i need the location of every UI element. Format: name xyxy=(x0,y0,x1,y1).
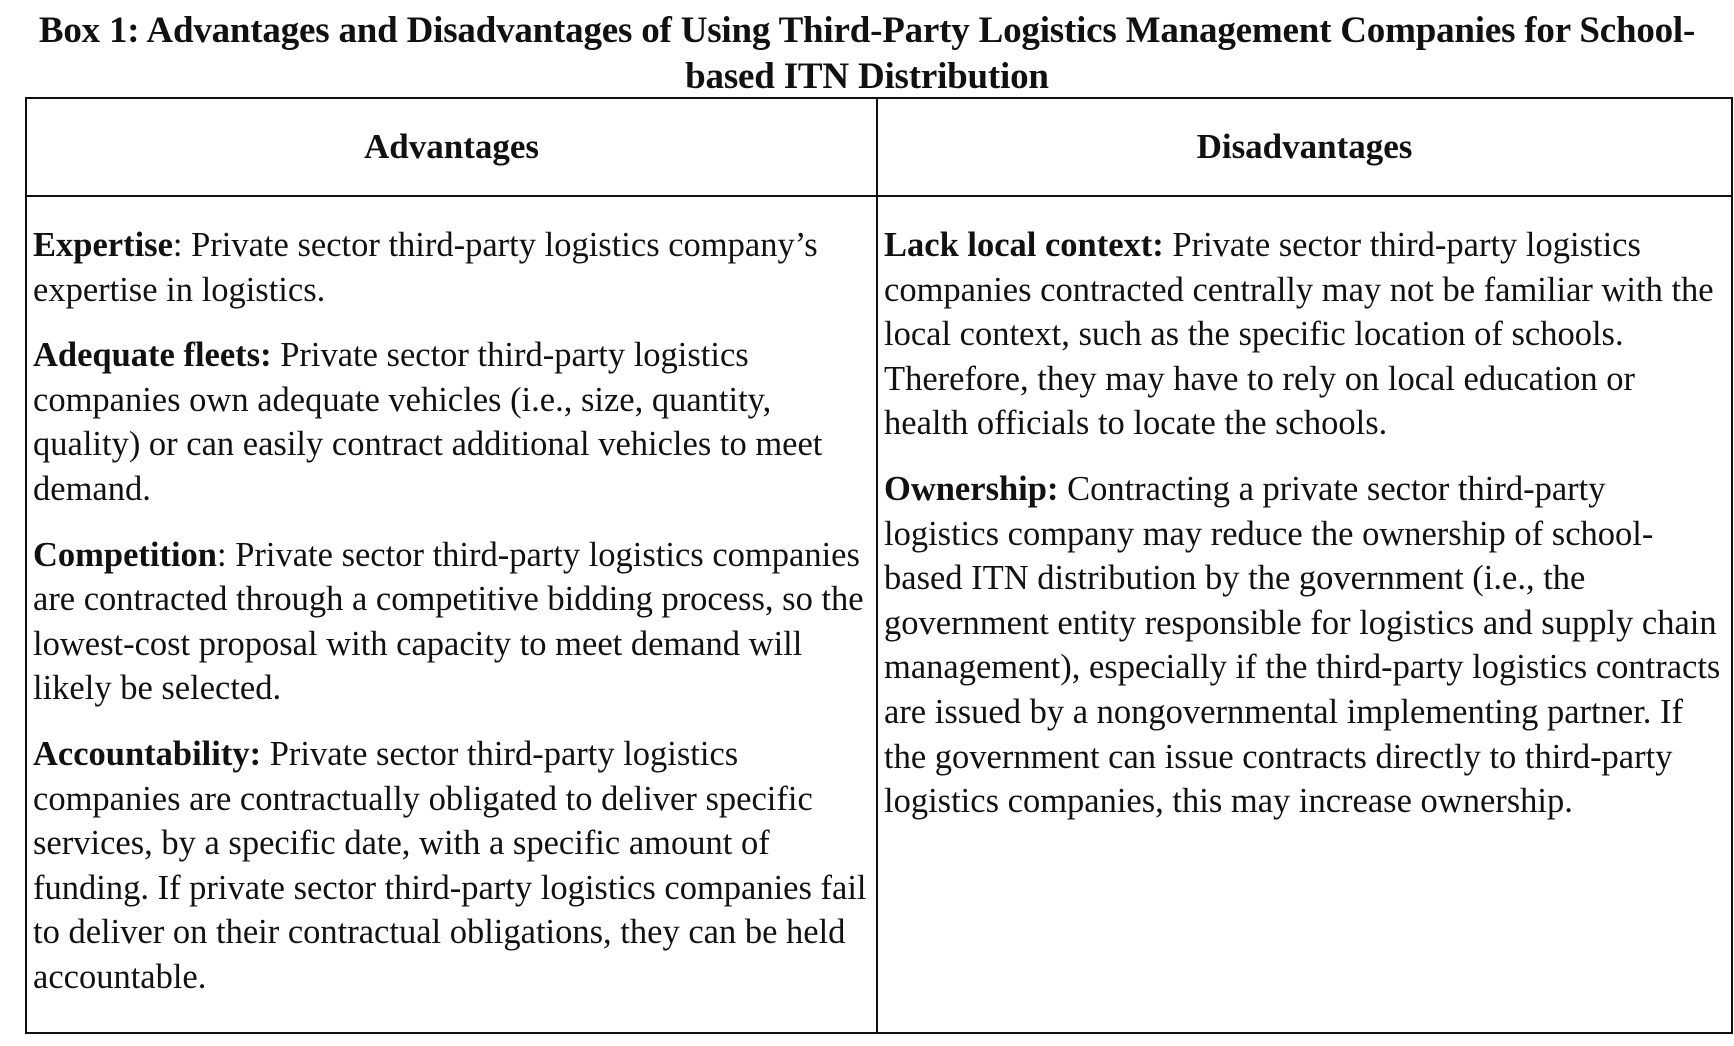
disadvantages-cell xyxy=(877,196,1732,1033)
advantage-text: Private sector third-party logistics companies own adequate vehicles (i.e., size, quantity, quality) or can easily contract additional vehicles to meet demand. xyxy=(33,336,823,508)
advantages-cell xyxy=(26,196,877,1033)
term-separator xyxy=(261,735,270,773)
advantage-text: Private sector third-party logistics company’s expertise in logistics. xyxy=(33,226,818,309)
disadvantage-text: Contracting a private sector third-party logistics company may reduce the ownership of school-based ITN distribution by the government (i.e., the government entity responsible for logistics and supply chain management), especially if the third-party logistics contracts are issued by a nongovernmental implementing partner. If the government can issue contracts directly to third-party logistics companies, this may increase ownership. xyxy=(884,469,1721,821)
advantage-term: Adequate fleets: xyxy=(33,336,272,375)
advantages-header: Advantages xyxy=(26,98,877,196)
box-title: Box 1: Advantages and Disadvantages of Using Third-Party Logistics Management Companies for School-based ITN Distribution xyxy=(38,10,1696,97)
content-row xyxy=(26,196,1732,1033)
advantage-term: Accountability: xyxy=(33,734,262,773)
term-separator xyxy=(1058,470,1067,508)
advantage-item-competition xyxy=(33,533,868,711)
disadvantages-header: Disadvantages xyxy=(877,98,1732,196)
disadvantage-term: Lack local context: xyxy=(884,226,1164,264)
term-separator xyxy=(272,336,281,374)
advantage-item-expertise xyxy=(33,223,868,312)
disadvantage-item-lack-local-context xyxy=(884,223,1723,446)
advantage-item-accountability xyxy=(33,732,868,1000)
header-row xyxy=(26,98,1732,196)
advantage-term: Competition xyxy=(33,535,217,574)
disadvantage-term: Ownership: xyxy=(884,469,1059,508)
advantage-text: Private sector third-party logistics companies are contracted through a competitive bidding process, so the lowest-cost proposal with capacity to meet demand will likely be selected. xyxy=(33,535,864,708)
disadvantage-item-ownership xyxy=(884,467,1723,824)
advantage-term: Expertise xyxy=(33,226,173,264)
disadvantage-text: Private sector third-party logistics companies contracted centrally may not be familiar with the local context, such as the specific location of schools. Therefore, they may have to rely on local education or health officials to locate the schools. xyxy=(884,226,1714,443)
advantage-text: Private sector third-party logistics companies are contractually obligated to deliver specific services, by a specific date, with a specific amount of funding. If private sector third-party logistics companies fail to deliver on their contractual obligations, they can be held accountable. xyxy=(33,734,867,996)
term-separator: : xyxy=(217,535,236,574)
term-separator: : xyxy=(172,226,192,264)
comparison-table xyxy=(25,97,1733,1034)
advantage-item-adequate-fleets xyxy=(33,333,868,511)
